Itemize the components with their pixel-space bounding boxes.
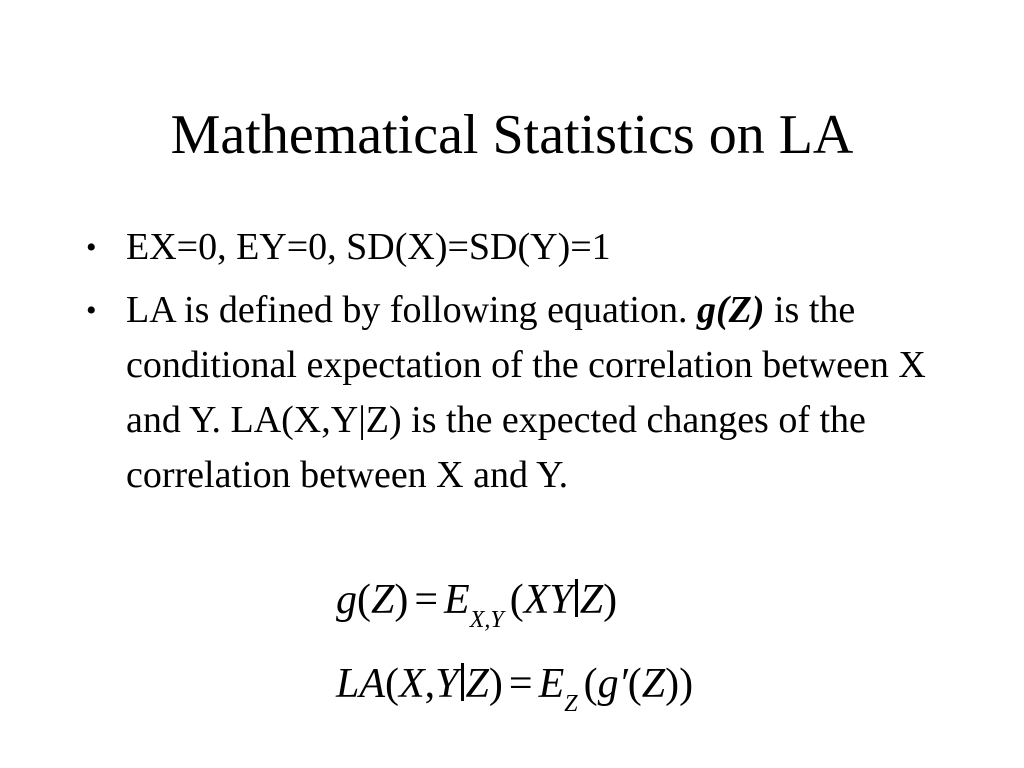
eq-symbol: g [336,577,357,623]
equation-g-of-z: $g(Z) = E_{X,Y}$ (XY Z) [336,577,618,633]
eq-symbol: g′ [597,661,628,707]
eq-symbol: Y [435,661,459,707]
eq-symbol: Z [465,661,489,707]
eq-symbol: X [399,661,425,707]
eq-subscript: X,Y [469,607,504,633]
conditional-bar [461,663,464,701]
eq-symbol: Z [579,577,604,623]
eq-symbol: Z [371,577,395,623]
bullet-text-emphasis: g(Z) [696,289,765,331]
bullet-text-rest: is the conditional expectation of the correlation between X and Y. LA(X,Y|Z) is the expected changes of the correlation between X and Y. [126,289,926,496]
eq-symbol: XY [523,577,573,623]
eq-symbol: LA [336,661,386,707]
bullet-text: EX=0, EY=0, SD(X)=SD(Y)=1 [126,226,611,268]
bullet-text-lead: LA is defined by following equation. [126,289,688,331]
bullet-dot-icon: • [86,294,97,327]
bullet-list [86,220,966,511]
bullet-dot-icon: • [86,231,97,264]
eq-symbol: E [444,577,470,623]
slide-title: Mathematical Statistics on LA [170,104,854,166]
eq-symbol: Z [641,661,666,707]
eq-subscript: Z [564,691,578,717]
equation-la: LA(X,Y $Z) = E_Z$ (g′(Z)) [336,661,694,717]
conditional-bar [575,579,578,617]
bullet-item-2 [86,283,966,503]
bullet-item-1 [86,220,966,275]
eq-symbol: E [538,661,565,707]
